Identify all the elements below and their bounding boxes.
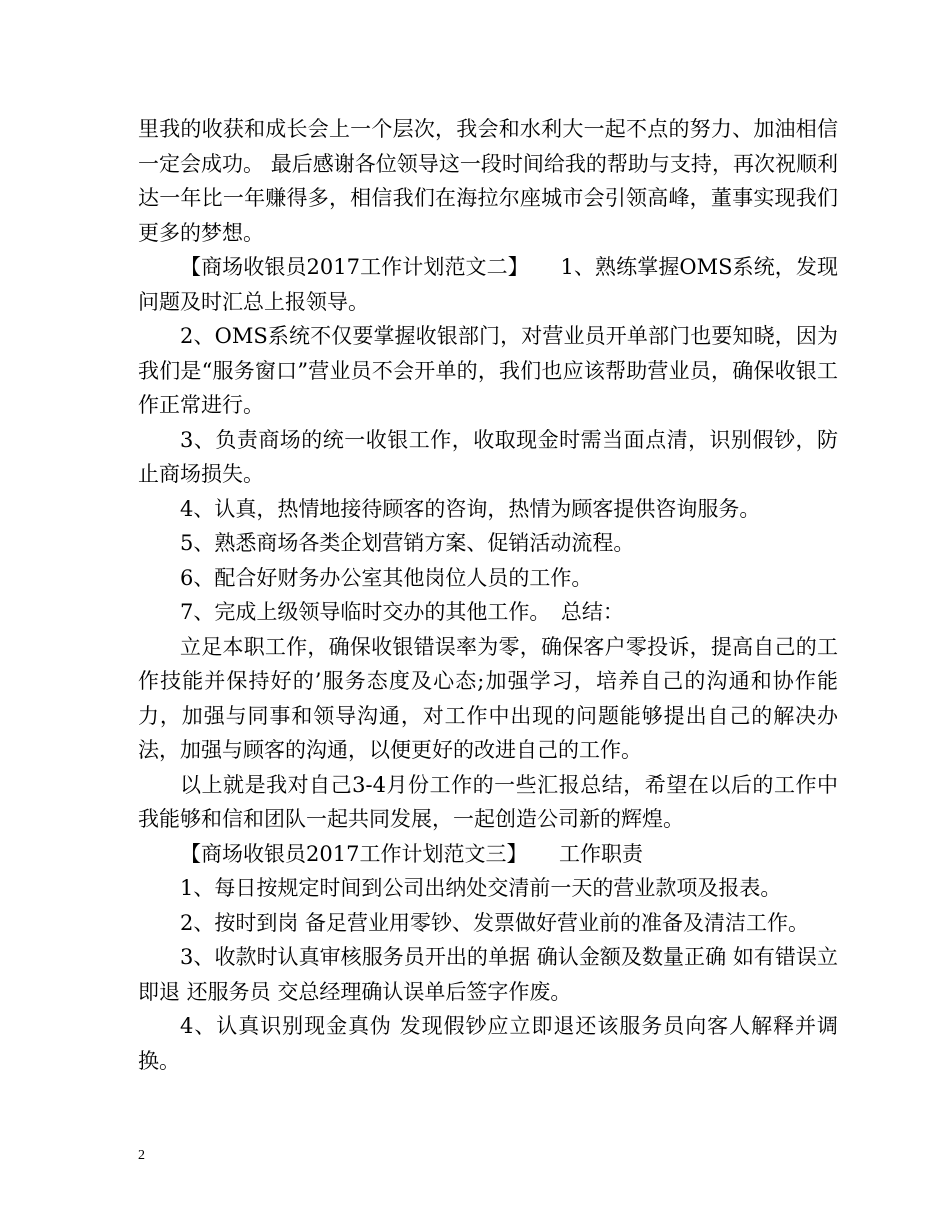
paragraph-2: 【商场收银员2017工作计划范文二】 1、熟练掌握OMS系统，发现问题及时汇总上报领导。 xyxy=(138,255,838,314)
paragraph-9: 立足本职工作，确保收银错误率为零，确保客户零投诉，提高自己的工作技能并保持好的’服务态度及心态;加强学习，培养自己的沟通和协作能力，加强与同事和领导沟通，对工作中出现的问题能够提出自己的解决办法，加强与顾客的沟通，以便更好的改进自己的工作。 xyxy=(138,634,838,762)
paragraph-1: 里我的收获和成长会上一个层次，我会和水利大一起不点的努力、加油相信一定会成功。 最后感谢各位领导这一段时间给我的帮助与支持，再次祝顺利达一年比一年赚得多，相信我们在海拉尔座城市会引领高峰，董事实现我们更多的梦想。 xyxy=(138,117,838,245)
paragraph-5: 4、认真，热情地接待顾客的咨询，热情为顾客提供咨询服务。 xyxy=(180,496,761,521)
paragraph-15: 4、认真识别现金真伪 发现假钞应立即退还该服务员向客人解释并调换。 xyxy=(138,1014,838,1073)
paragraph-10: 以上就是我对自己3-4月份工作的一些汇报总结，希望在以后的工作中我能够和信和团队一起共同发展，一起创造公司新的辉煌。 xyxy=(138,772,838,831)
paragraph-14: 3、收款时认真审核服务员开出的单据 确认金额及数量正确 如有错误立即退 还服务员 交总经理确认误单后签字作废。 xyxy=(138,945,838,1004)
document-body xyxy=(138,112,838,1078)
paragraph-13: 2、按时到岗 备足营业用零钞、发票做好营业前的准备及清洁工作。 xyxy=(180,910,810,935)
paragraph-7: 6、配合好财务办公室其他岗位人员的工作。 xyxy=(180,565,593,590)
paragraph-6: 5、熟悉商场各类企划营销方案、促销活动流程。 xyxy=(180,531,635,555)
paragraph-3: 2、OMS系统不仅要掌握收银部门，对营业员开单部门也要知晓，因为我们是“服务窗口”营业员不会开单的，我们也应该帮助营业员，确保收银工作正常进行。 xyxy=(138,324,838,417)
page-number: 2 xyxy=(138,1148,145,1163)
paragraph-11: 【商场收银员2017工作计划范文三】 工作职责 xyxy=(180,841,643,866)
paragraph-8: 7、完成上级领导临时交办的其他工作。 总结： xyxy=(180,600,624,624)
paragraph-4: 3、负责商场的统一收银工作，收取现金时需当面点清，识别假钞，防止商场损失。 xyxy=(138,427,838,486)
paragraph-12: 1、每日按规定时间到公司出纳处交清前一天的营业款项及报表。 xyxy=(180,876,782,900)
